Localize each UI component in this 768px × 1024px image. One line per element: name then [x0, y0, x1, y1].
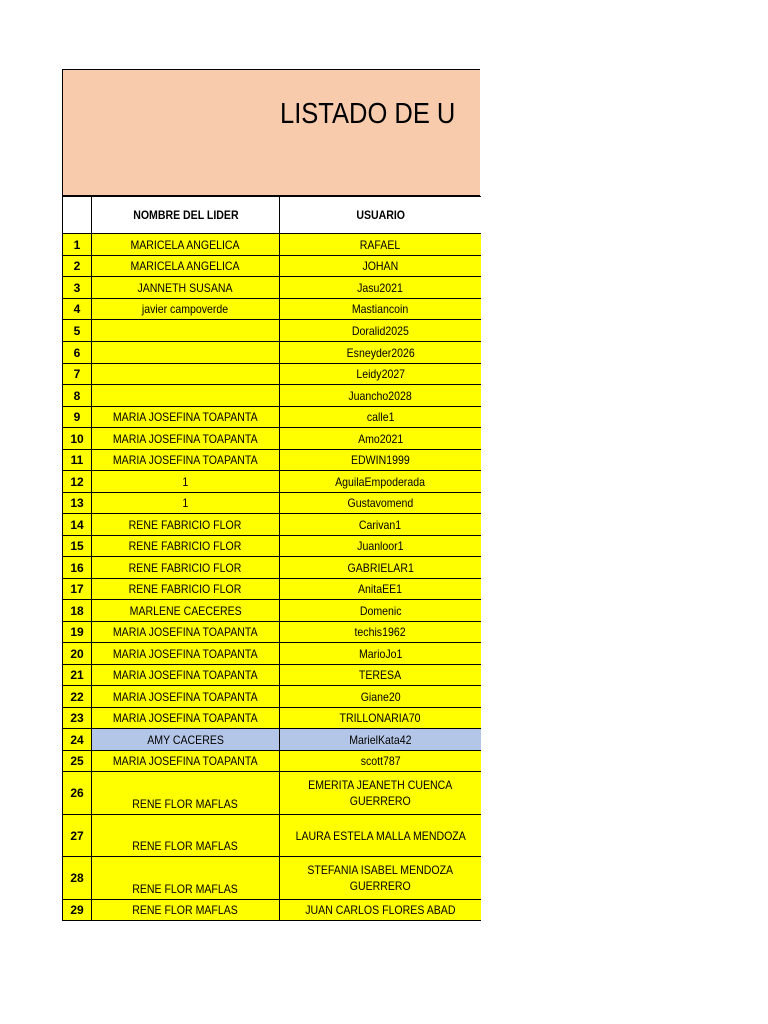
row-number: 14	[70, 517, 84, 532]
row-number-cell	[63, 622, 92, 643]
table-row	[63, 407, 481, 428]
username-cell	[280, 450, 481, 471]
username-cell	[280, 471, 481, 493]
row-number: 29	[70, 903, 84, 917]
leader-name: 1	[182, 474, 189, 489]
row-number: 17	[70, 582, 84, 596]
username: Esneyder2026	[346, 345, 415, 360]
row-number: 26	[70, 786, 84, 800]
table-row	[63, 428, 481, 450]
username: GABRIELAR1	[347, 560, 414, 575]
row-number: 28	[70, 871, 84, 885]
leader-name: MARICELA ANGELICA	[130, 259, 241, 273]
username: JOHAN	[362, 259, 399, 273]
leader-name: javier campoverde	[142, 302, 229, 316]
row-number: 9	[73, 410, 81, 424]
username: MarioJo1	[358, 646, 402, 661]
username: TERESA	[359, 668, 402, 682]
leader-name: 1	[182, 496, 189, 510]
username-cell	[280, 708, 481, 729]
table-row	[63, 643, 481, 665]
username-cell	[280, 622, 481, 643]
table-row	[63, 234, 481, 256]
row-number: 6	[73, 345, 81, 360]
row-number-cell	[63, 600, 92, 622]
row-number: 3	[73, 280, 81, 295]
row-number-cell	[63, 900, 92, 921]
username-cell	[280, 579, 481, 600]
users-table	[62, 196, 481, 921]
username: Juancho2028	[348, 388, 412, 403]
username-cell	[280, 772, 481, 815]
leader-name: MARIA JOSEFINA TOAPANTA	[113, 646, 258, 661]
row-number-cell	[63, 256, 92, 277]
username-cell	[280, 407, 481, 428]
leader-name-cell	[92, 234, 280, 256]
username: Gustavomend	[347, 496, 414, 510]
table-row	[63, 579, 481, 600]
username: RAFAEL	[359, 237, 401, 252]
row-number: 21	[70, 668, 84, 682]
header-row	[63, 197, 481, 234]
leader-name-cell	[92, 471, 280, 493]
leader-name-cell	[92, 557, 280, 579]
row-number: 2	[73, 259, 81, 273]
table-row	[63, 342, 481, 364]
title-band	[62, 69, 480, 196]
row-number: 20	[70, 646, 84, 661]
username: Domenic	[359, 603, 402, 618]
table-row	[63, 493, 481, 514]
row-number: 11	[70, 453, 84, 467]
username: Doralid2025	[351, 323, 409, 338]
leader-name: MARIA JOSEFINA TOAPANTA	[113, 689, 258, 704]
username-cell	[280, 428, 481, 450]
leader-name-cell	[92, 299, 280, 320]
row-number: 15	[70, 539, 84, 553]
username-cell	[280, 600, 481, 622]
leader-name-cell	[92, 256, 280, 277]
table-row	[63, 600, 481, 622]
row-number-cell	[63, 450, 92, 471]
row-number: 22	[70, 689, 84, 704]
username: LAURA ESTELA MALLA MENDOZA	[295, 828, 466, 843]
row-number-cell	[63, 579, 92, 600]
header-user-label: USUARIO	[355, 208, 405, 222]
leader-name: MARIA JOSEFINA TOAPANTA	[113, 625, 258, 639]
row-number-cell	[63, 665, 92, 686]
leader-name: MARIA JOSEFINA TOAPANTA	[113, 410, 258, 424]
row-number-cell	[63, 729, 92, 751]
username: Mastiancoin	[352, 302, 409, 316]
leader-name: RENE FABRICIO FLOR	[129, 582, 242, 596]
row-number: 16	[70, 560, 84, 575]
username: EDWIN1999	[350, 453, 410, 467]
table-row	[63, 900, 481, 921]
header-user	[280, 197, 481, 234]
table-row	[63, 772, 481, 815]
row-number: 12	[70, 474, 84, 489]
username-cell	[280, 299, 481, 320]
table-row	[63, 277, 481, 299]
row-number: 5	[73, 323, 81, 338]
leader-name: MARIA JOSEFINA TOAPANTA	[113, 453, 258, 467]
username-cell	[280, 815, 481, 857]
leader-name-cell	[92, 277, 280, 299]
username-cell	[280, 277, 481, 299]
username-cell	[280, 536, 481, 557]
table-row	[63, 665, 481, 686]
row-number: 19	[70, 625, 84, 639]
username-cell	[280, 514, 481, 536]
username-cell	[280, 643, 481, 665]
leader-name: MARICELA ANGELICA	[130, 237, 241, 252]
username-cell	[280, 751, 481, 772]
username: AguilaEmpoderada	[335, 474, 426, 489]
row-number-cell	[63, 643, 92, 665]
leader-name: RENE FLOR MAFLAS	[132, 903, 239, 917]
header-leader	[92, 197, 280, 234]
leader-name-cell	[92, 900, 280, 921]
leader-name: MARIA JOSEFINA TOAPANTA	[113, 668, 258, 682]
leader-name: MARIA JOSEFINA TOAPANTA	[113, 431, 258, 446]
leader-name-cell	[92, 708, 280, 729]
username: calle1	[366, 410, 395, 424]
leader-name: RENE FABRICIO FLOR	[129, 517, 242, 532]
header-leader-label: NOMBRE DEL LIDER	[132, 208, 239, 222]
username-cell	[280, 320, 481, 342]
row-number-cell	[63, 342, 92, 364]
row-number: 25	[70, 754, 84, 768]
leader-name: RENE FLOR MAFLAS	[132, 882, 239, 896]
table-row	[63, 385, 481, 407]
table-row	[63, 815, 481, 857]
row-number-cell	[63, 536, 92, 557]
row-number-cell	[63, 299, 92, 320]
table-row	[63, 299, 481, 320]
table-row	[63, 364, 481, 385]
username-cell	[280, 364, 481, 385]
username: STEFANIA ISABEL MENDOZA GUERRERO	[307, 863, 454, 893]
row-number-cell	[63, 557, 92, 579]
row-number: 13	[70, 496, 84, 510]
row-number: 7	[73, 367, 81, 381]
leader-name-cell	[92, 600, 280, 622]
row-number: 23	[70, 711, 84, 725]
table-row	[63, 536, 481, 557]
row-number-cell	[63, 815, 92, 857]
row-number: 4	[73, 302, 81, 316]
leader-name-cell	[92, 665, 280, 686]
username-cell	[280, 665, 481, 686]
username: MarielKata42	[349, 732, 412, 747]
row-number: 27	[70, 828, 84, 843]
table-row	[63, 320, 481, 342]
row-number: 24	[70, 732, 84, 747]
leader-name: MARLENE CAECERES	[129, 603, 242, 618]
username-cell	[280, 900, 481, 921]
username-cell	[280, 857, 481, 900]
username: JUAN CARLOS FLORES ABAD	[305, 903, 456, 917]
table-row	[63, 751, 481, 772]
leader-name-cell	[92, 857, 280, 900]
leader-name-cell	[92, 622, 280, 643]
username: scott787	[360, 754, 401, 768]
leader-name: RENE FABRICIO FLOR	[129, 539, 242, 553]
sheet-title: LISTADO DE U	[280, 98, 456, 130]
username: Jasu2021	[357, 280, 404, 295]
leader-name: RENE FABRICIO FLOR	[129, 560, 242, 575]
leader-name-cell	[92, 686, 280, 708]
row-number: 10	[70, 431, 84, 446]
row-number-cell	[63, 234, 92, 256]
row-number: 18	[70, 603, 84, 618]
username: TRILLONARIA70	[339, 711, 421, 725]
username: Juanloor1	[357, 539, 404, 553]
leader-name-cell	[92, 772, 280, 815]
spreadsheet	[62, 69, 480, 921]
leader-name: RENE FLOR MAFLAS	[132, 797, 239, 811]
table-row	[63, 708, 481, 729]
leader-name-cell	[92, 493, 280, 514]
leader-name: RENE FLOR MAFLAS	[132, 839, 239, 853]
username-cell	[280, 385, 481, 407]
row-number-cell	[63, 751, 92, 772]
leader-name-cell	[92, 450, 280, 471]
leader-name: JANNETH SUSANA	[137, 280, 234, 295]
table-row	[63, 514, 481, 536]
leader-name-cell	[92, 320, 280, 342]
leader-name-cell	[92, 751, 280, 772]
leader-name-cell	[92, 385, 280, 407]
row-number-cell	[63, 277, 92, 299]
username: AnitaEE1	[358, 582, 403, 596]
leader-name-cell	[92, 729, 280, 751]
leader-name-cell	[92, 407, 280, 428]
username-cell	[280, 342, 481, 364]
table-row	[63, 256, 481, 277]
row-number-cell	[63, 686, 92, 708]
username: EMERITA JEANETH CUENCA GUERRERO	[308, 778, 453, 808]
leader-name-cell	[92, 579, 280, 600]
leader-name: MARIA JOSEFINA TOAPANTA	[113, 754, 258, 768]
row-number-cell	[63, 364, 92, 385]
username-cell	[280, 493, 481, 514]
table-row	[63, 557, 481, 579]
leader-name-cell	[92, 643, 280, 665]
table-row	[63, 622, 481, 643]
username: Amo2021	[357, 431, 403, 446]
leader-name: AMY CACERES	[147, 732, 224, 747]
username: Giane20	[360, 689, 401, 704]
row-number-cell	[63, 514, 92, 536]
row-number-cell	[63, 493, 92, 514]
table-row	[63, 729, 481, 751]
table-row	[63, 686, 481, 708]
username-cell	[280, 686, 481, 708]
header-num	[63, 197, 92, 234]
username-cell	[280, 729, 481, 751]
username: Carivan1	[359, 517, 402, 532]
row-number-cell	[63, 320, 92, 342]
leader-name-cell	[92, 815, 280, 857]
table-row	[63, 471, 481, 493]
leader-name-cell	[92, 342, 280, 364]
row-number: 1	[73, 237, 81, 252]
username: techis1962	[354, 625, 406, 639]
leader-name-cell	[92, 364, 280, 385]
username-cell	[280, 256, 481, 277]
leader-name-cell	[92, 428, 280, 450]
table-row	[63, 450, 481, 471]
row-number-cell	[63, 385, 92, 407]
username-cell	[280, 234, 481, 256]
row-number: 8	[73, 388, 81, 403]
row-number-cell	[63, 471, 92, 493]
row-number-cell	[63, 407, 92, 428]
row-number-cell	[63, 772, 92, 815]
username: Leidy2027	[355, 367, 405, 381]
row-number-cell	[63, 428, 92, 450]
leader-name-cell	[92, 514, 280, 536]
leader-name: MARIA JOSEFINA TOAPANTA	[113, 711, 258, 725]
table-row	[63, 857, 481, 900]
username-cell	[280, 557, 481, 579]
leader-name-cell	[92, 536, 280, 557]
row-number-cell	[63, 857, 92, 900]
row-number-cell	[63, 708, 92, 729]
